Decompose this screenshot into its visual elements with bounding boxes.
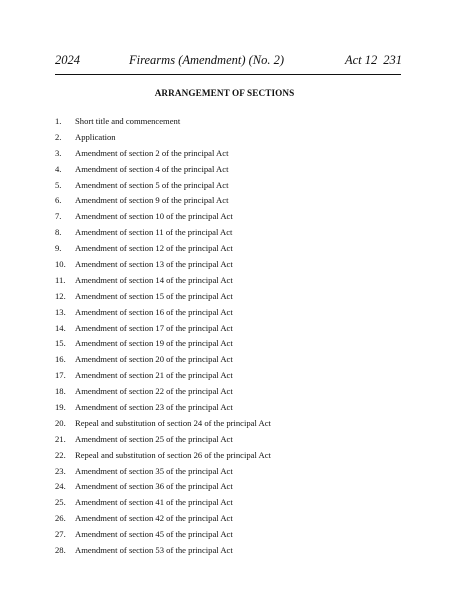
- section-entry: [55, 178, 405, 194]
- section-number: 10.: [55, 259, 66, 270]
- section-entry: [55, 114, 405, 130]
- section-number: 26.: [55, 513, 66, 524]
- section-entry: [55, 432, 405, 448]
- section-number: 4.: [55, 163, 62, 174]
- section-title: Amendment of section 25 of the principal Act: [75, 433, 233, 444]
- section-number: 15.: [55, 338, 66, 349]
- section-number: 2.: [55, 131, 62, 142]
- section-entry: [55, 241, 405, 257]
- section-title: Amendment of section 9 of the principal Act: [75, 195, 229, 206]
- section-number: 13.: [55, 306, 66, 317]
- section-title: Amendment of section 22 of the principal Act: [75, 386, 233, 397]
- section-entry: [55, 464, 405, 480]
- section-title: Amendment of section 45 of the principal Act: [75, 529, 233, 540]
- running-head-act: [345, 51, 402, 69]
- section-entry: [55, 336, 405, 352]
- section-number: 17.: [55, 370, 66, 381]
- arrangement-heading: ARRANGEMENT OF SECTIONS: [154, 88, 295, 98]
- section-title: Amendment of section 14 of the principal Act: [75, 274, 233, 285]
- section-number: 9.: [55, 243, 62, 254]
- section-entry: [55, 209, 405, 225]
- section-number: 21.: [55, 433, 66, 444]
- section-entry: [55, 384, 405, 400]
- section-entry: [55, 321, 405, 337]
- section-number: 1.: [55, 116, 62, 126]
- section-title: Amendment of section 15 of the principal Act: [75, 290, 233, 301]
- section-number: 20.: [55, 417, 66, 428]
- section-number: 27.: [55, 529, 66, 540]
- section-entry: [55, 352, 405, 368]
- section-entry: [55, 479, 405, 495]
- section-title: Amendment of section 10 of the principal Act: [75, 211, 233, 222]
- section-title: Amendment of section 53 of the principal Act: [75, 545, 233, 556]
- act-number: Act 12: [344, 53, 378, 67]
- running-head-title: Firearms (Amendment) (No. 2): [129, 53, 285, 67]
- section-title: Short title and commencement: [75, 116, 181, 126]
- section-entry: [55, 527, 405, 543]
- section-entry: [55, 225, 405, 241]
- section-entry: [55, 305, 405, 321]
- section-title: Amendment of section 20 of the principal Act: [75, 354, 233, 365]
- section-title: Application: [75, 131, 116, 142]
- section-title: Amendment of section 16 of the principal Act: [75, 306, 233, 317]
- section-number: 14.: [55, 322, 66, 333]
- section-entry: [55, 146, 405, 162]
- section-title: Repeal and substitution of section 24 of the principal Act: [75, 417, 271, 428]
- section-entry: [55, 543, 405, 559]
- section-number: 3.: [55, 147, 62, 158]
- section-number: 6.: [55, 195, 62, 206]
- section-title: Amendment of section 13 of the principal Act: [75, 259, 233, 270]
- section-title: Amendment of section 5 of the principal Act: [75, 179, 229, 190]
- section-number: 19.: [55, 402, 66, 413]
- section-title: Amendment of section 42 of the principal Act: [75, 513, 233, 524]
- section-number: 24.: [55, 481, 66, 492]
- page-number: 231: [383, 53, 402, 67]
- section-number: 25.: [55, 497, 66, 508]
- section-title: Amendment of section 23 of the principal Act: [75, 402, 233, 413]
- section-number: 22.: [55, 449, 66, 460]
- section-title: Amendment of section 4 of the principal Act: [75, 163, 229, 174]
- section-entry: [55, 273, 405, 289]
- section-title: Amendment of section 11 of the principal Act: [75, 227, 233, 238]
- section-entry: [55, 511, 405, 527]
- sections-list: [55, 114, 405, 559]
- section-title: Amendment of section 41 of the principal Act: [75, 497, 233, 508]
- section-title: Amendment of section 35 of the principal Act: [75, 465, 233, 476]
- section-number: 8.: [55, 227, 62, 238]
- section-title: Repeal and substitution of section 26 of the principal Act: [75, 449, 271, 460]
- running-head-year: 2024: [55, 53, 80, 67]
- section-title: Amendment of section 19 of the principal Act: [75, 338, 233, 349]
- section-title: Amendment of section 21 of the principal Act: [75, 370, 233, 381]
- header-rule: [55, 74, 401, 75]
- section-title: Amendment of section 36 of the principal Act: [75, 481, 233, 492]
- section-number: 28.: [55, 545, 66, 556]
- section-number: 16.: [55, 354, 66, 365]
- section-number: 11.: [55, 274, 66, 285]
- section-title: Amendment of section 2 of the principal Act: [75, 147, 229, 158]
- section-number: 18.: [55, 386, 66, 397]
- section-number: 5.: [55, 179, 62, 190]
- section-number: 23.: [55, 465, 66, 476]
- section-entry: [55, 193, 405, 209]
- section-entry: [55, 448, 405, 464]
- section-entry: [55, 130, 405, 146]
- section-entry: [55, 368, 405, 384]
- section-entry: [55, 416, 405, 432]
- section-entry: [55, 400, 405, 416]
- section-number: 12.: [55, 290, 66, 301]
- section-title: Amendment of section 17 of the principal Act: [75, 322, 233, 333]
- running-head: [55, 51, 402, 69]
- section-entry: [55, 257, 405, 273]
- section-entry: [55, 495, 405, 511]
- section-number: 7.: [55, 211, 62, 222]
- section-title: Amendment of section 12 of the principal Act: [75, 243, 233, 254]
- section-entry: [55, 289, 405, 305]
- section-entry: [55, 162, 405, 178]
